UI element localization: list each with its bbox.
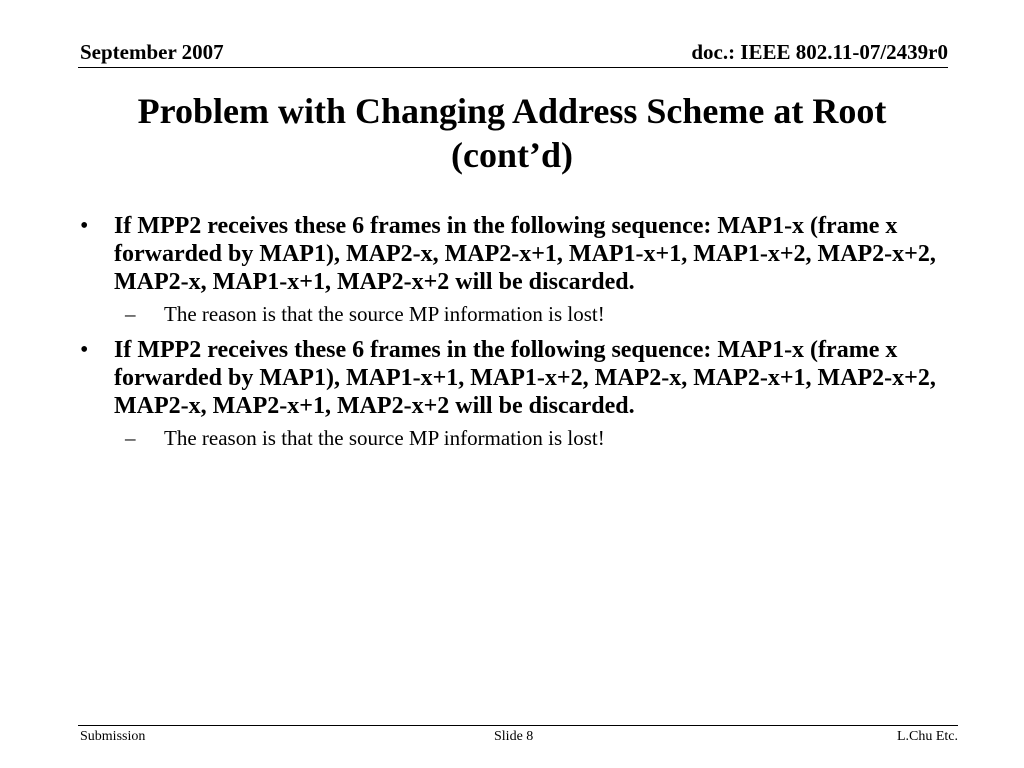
header-doc-id: doc.: IEEE 802.11-07/2439r0 [691,40,948,64]
sub-bullet-text: The reason is that the source MP information is lost! [164,426,605,450]
header-divider [78,67,948,68]
sub-bullet-item [80,424,950,452]
slide-title: Problem with Changing Address Scheme at Root (cont’d) [137,91,887,175]
footer-divider [78,725,958,726]
bullet-glyph: • [80,337,89,363]
header-date: September 2007 [80,40,224,64]
slide-number: Slide 8 [494,729,534,744]
bullet-item [80,212,950,296]
bullet-item [80,336,950,420]
bullet-text: If MPP2 receives these 6 frames in the following sequence: MAP1-x (frame x forwarded by MAP1), MAP1-x+1, MAP1-x+2, MAP2-x, MAP2-x+1, MAP2-x+2, MAP2-x, MAP2-x+1, MAP2-x+2 will be discarded. [114,337,936,419]
footer-author: L.Chu Etc. [896,729,958,744]
sub-bullet-glyph: – [125,302,136,326]
sub-bullet-text: The reason is that the source MP information is lost! [164,302,605,326]
sub-bullet-item [80,300,950,328]
bullet-text: If MPP2 receives these 6 frames in the following sequence: MAP1-x (frame x forwarded by MAP1), MAP2-x, MAP2-x+1, MAP1-x+1, MAP1-x+2, MAP2-x+2, MAP2-x, MAP1-x+1, MAP2-x+2 will be discarded. [114,213,936,295]
footer-submission: Submission [80,729,146,744]
bullet-glyph: • [80,213,89,239]
sub-bullet-glyph: – [125,426,136,450]
slide-body [80,212,950,460]
